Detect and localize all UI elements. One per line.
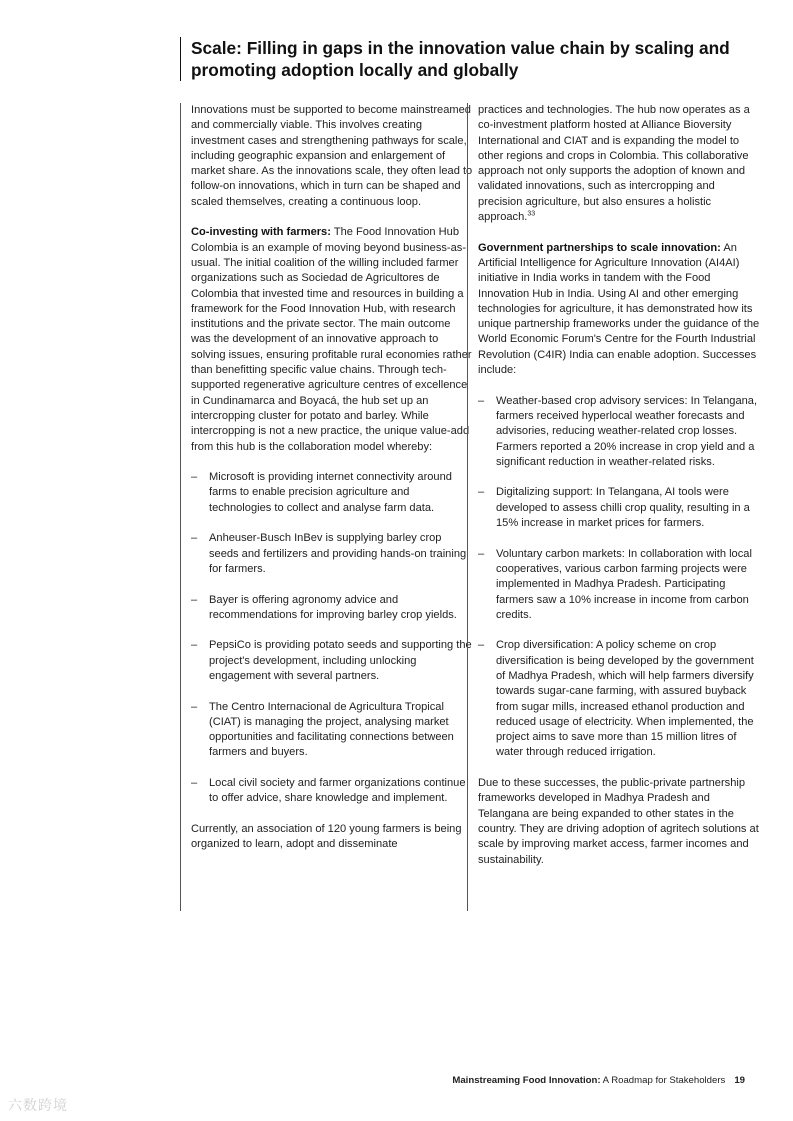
list-item-text: Voluntary carbon markets: In collaboration with local cooperatives, various carbon farming projects were implemented in Madhya Pradesh. Participating farmers saw a 10% increase in income from carbon credits.: [496, 547, 752, 621]
dash-marker: –: [191, 639, 198, 652]
list-item-text: PepsiCo is providing potato seeds and supporting the project's development, including unlocking engagement with several partners.: [209, 639, 472, 682]
dash-marker: –: [478, 639, 485, 652]
continuation-paragraph: [478, 103, 760, 225]
list-item: [478, 485, 760, 531]
watermark: 六数跨境: [8, 1097, 68, 1113]
list-item: [191, 593, 473, 624]
list-item-text: Weather-based crop advisory services: In Telangana, farmers received hyperlocal weather forecasts and advisories, reducing weather-related crop losses. Farmers reported a 20% increase in crop yield and a significant reduction in weather-related risks.: [496, 394, 758, 468]
coinvest-body: The Food Innovation Hub Colombia is an example of moving beyond business-as-usual. The initial coalition of the willing included farmer organizations such as Sociedad de Agricultores de Colombia that invested time and resources in building a framework for the Food Innovation Hub, with research institutions and the private sector. The main outcome was the development of an innovative approach to solving issues, ensuring profitable rural economies rather than benefitting specific value chains. Through tech-supported regenerative agriculture centres of excellence in Cundinamarca and Boyacá, the hub set up an intercropping cluster for potato and barley. While intercropping is not a new practice, the unique value-add from this hub is the collaboration model whereby:: [191, 226, 472, 453]
list-item: [191, 700, 473, 761]
dash-marker: –: [191, 593, 198, 606]
title-block: [180, 37, 761, 81]
continuation-text: practices and technologies. The hub now operates as a co-investment platform hosted at Alliance Bioversity International and CIAT and is expanding the model to other regions and crops in Colombia. This collaborative approach not only supports the adoption of known and validated innovations, such as intercropping and precision agriculture, but also ensures a holistic approach.: [478, 104, 750, 224]
coinvest-heading: Co-investing with farmers:: [191, 226, 331, 239]
list-item: [191, 470, 473, 516]
footer-publication-bold: Mainstreaming Food Innovation:: [452, 1075, 601, 1086]
footer-publication-rest: A Roadmap for Stakeholders: [600, 1075, 726, 1086]
list-item-text: Digitalizing support: In Telangana, AI tools were developed to assess chilli crop quality, resulting in a 15% increase in market prices for farmers.: [496, 486, 750, 530]
coinvest-paragraph: [191, 225, 473, 454]
page-footer: [440, 1075, 745, 1086]
list-item-text: Local civil society and farmer organizations continue to offer advice, share knowledge and implement.: [209, 777, 466, 805]
footnote-ref: 33: [527, 210, 536, 218]
list-item: [478, 394, 760, 470]
gov-heading: Government partnerships to scale innovation:: [478, 241, 721, 254]
dash-marker: –: [478, 486, 485, 499]
list-item-text: The Centro Internacional de Agricultura Tropical (CIAT) is managing the project, analysing market opportunities and facilitating connections between farmers and buyers.: [209, 700, 454, 759]
list-item: [191, 776, 473, 807]
list-item-text: Crop diversification: A policy scheme on crop diversification is being developed by the government of Madhya Pradesh, which will help farmers diversify towards sugar-cane farming, with assured buyback from sugar mills, increased ethanol production and reduced usage of electricity. When implemented, the project aims to save more than 15 million litres of water through reduced irrigation.: [496, 639, 754, 759]
page-number: 19: [734, 1075, 745, 1086]
intro-paragraph: Innovations must be supported to become mainstreamed and commercially viable. This involves creating investment cases and strengthening pathways for scale, including geographic expansion and enlargement of market share. As the innovations scale, they often lead to follow-on innovations, which in turn can be shaped and scaled themselves, creating a continuous loop.: [191, 104, 473, 208]
gov-body: An Artificial Intelligence for Agriculture Innovation (AI4AI) initiative in India works in tandem with the Food Innovation Hub in India. Using AI and other emerging technologies for agriculture, it has demonstrated how its unique partnership frameworks under the guidance of the World Economic Forum's Centre for the Fourth Industrial Revolution (C4IR) India can enable adoption. Successes include:: [478, 241, 760, 377]
list-item: [191, 531, 473, 577]
list-item: [191, 638, 473, 684]
gov-paragraph: [478, 241, 760, 379]
page-title: Scale: Filling in gaps in the innovation value chain by scaling and promoting adoption locally and globally: [191, 38, 730, 80]
list-item-text: Bayer is offering agronomy advice and recommendations for improving barley crop yields.: [209, 593, 457, 621]
dash-marker: –: [191, 471, 198, 484]
right-column: [467, 103, 760, 911]
dash-marker: –: [191, 777, 198, 790]
closing-paragraph-right: Due to these successes, the public-private partnership frameworks developed in Madhya Pradesh and Telangana are being expanded to other states in the country. They are driving adoption of agritech solutions at scale by improving market access, farmer incomes and sustainability.: [478, 777, 759, 866]
dash-marker: –: [191, 700, 198, 713]
dash-marker: –: [191, 532, 198, 545]
dash-marker: –: [478, 394, 485, 407]
list-item: [478, 547, 760, 623]
left-column: [180, 103, 473, 911]
list-item-text: Microsoft is providing internet connectivity around farms to enable precision agriculture and technologies to collect and analyse farm data.: [209, 471, 452, 514]
dash-marker: –: [478, 547, 485, 560]
list-item: [478, 638, 760, 760]
list-item-text: Anheuser-Busch InBev is supplying barley crop seeds and fertilizers and providing hands-on training for farmers.: [209, 532, 467, 575]
closing-paragraph-left: Currently, an association of 120 young farmers is being organized to learn, adopt and disseminate: [191, 822, 462, 851]
